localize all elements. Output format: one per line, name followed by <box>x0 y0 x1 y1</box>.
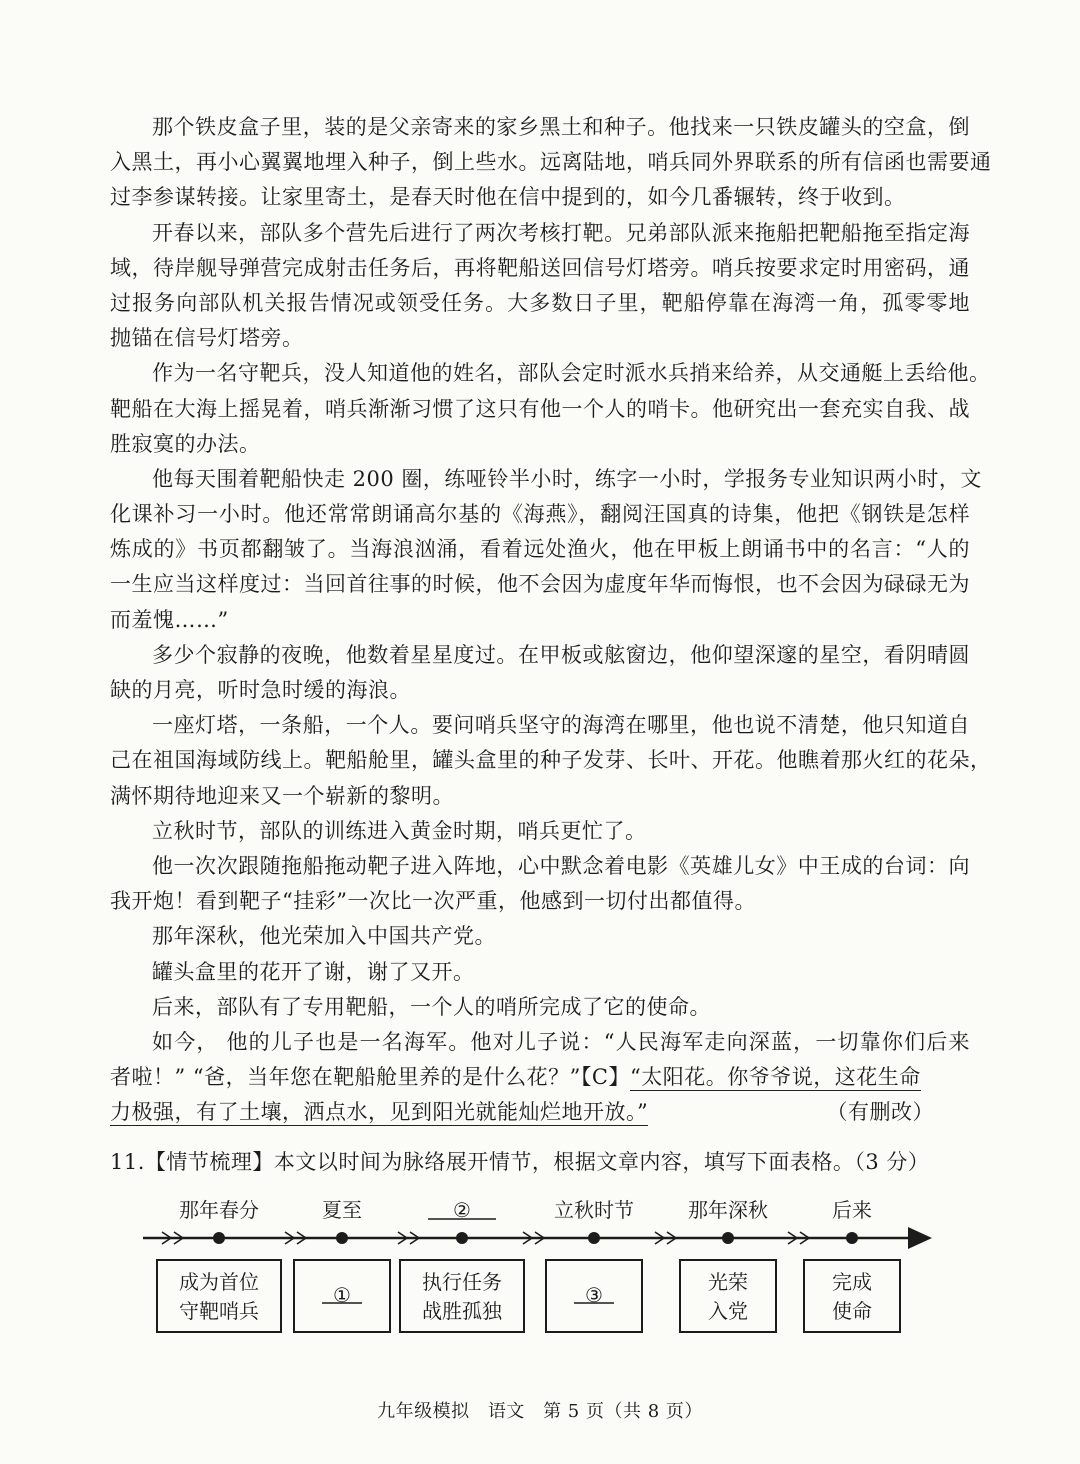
article-paragraph <box>110 110 992 216</box>
timeline-node-dot <box>722 1232 734 1244</box>
paragraph-line: 满怀期待地迎来又一个崭新的黎明。 <box>110 783 454 808</box>
source-note: （有删改） <box>826 1100 934 1125</box>
event-box-text: 守靶哨兵 <box>179 1299 259 1323</box>
timeline-arrowhead <box>908 1227 932 1249</box>
article-paragraph <box>110 708 992 814</box>
article-paragraph <box>110 638 970 708</box>
article-paragraph <box>110 356 991 462</box>
paragraph-line: 罐头盒里的花开了谢，谢了又开。 <box>152 959 475 984</box>
paragraph-line <box>110 1095 970 1130</box>
event-box-text: 执行任务 <box>422 1270 502 1294</box>
event-box-text: ③ <box>585 1283 603 1307</box>
event-box-text: 光荣 <box>708 1270 748 1294</box>
paragraph-line: 化课补习一小时。他还常常朗诵高尔基的《海燕》，翻阅汪国真的诗集，他把《钢铁是怎样 <box>110 502 970 527</box>
paragraph-line: 胜寂寞的办法。 <box>110 431 261 456</box>
paragraph-line: 过报务向部队机关报告情况或领受任务。大多数日子里，靶船停靠在海湾一角，孤零零地 <box>110 290 970 315</box>
paragraph-line: 一生应当这样度过：当回首往事的时候，他不会因为虚度年华而悔恨，也不会因为碌碌无为 <box>110 572 970 597</box>
timeline-time-label: 后来 <box>832 1198 872 1222</box>
plot-timeline-diagram <box>0 1185 1080 1365</box>
paragraph-line: 作为一名守靶兵，没人知道他的姓名，部队会定时派水兵捎来给养，从交通艇上丢给他。 <box>152 361 991 386</box>
paragraph-line: 己在祖国海域防线上。靶船舱里，罐头盒里的种子发芽、长叶、开花。他瞧着那火红的花朵， <box>110 748 992 773</box>
paragraph-line: 如今， 他的儿子也是一名海军。他对儿子说：“人民海军走向深蓝，一切靠你们后来 <box>152 1029 970 1054</box>
paragraph-line: 他一次次跟随拖船拖动靶子进入阵地，心中默念着电影《英雄儿女》中王成的台词：向 <box>152 853 970 878</box>
footer-page-number: 第 5 页（共 8 页） <box>543 1401 703 1422</box>
paragraph-line: 立秋时节，部队的训练进入黄金时期，哨兵更忙了。 <box>152 818 647 843</box>
event-box-text: 完成 <box>832 1270 872 1294</box>
timeline-time-label: 立秋时节 <box>554 1198 634 1222</box>
paragraph-line: 多少个寂静的夜晚，他数着星星度过。在甲板或舷窗边，他仰望深邃的星空，看阴晴圆 <box>152 642 970 667</box>
article-paragraph <box>110 849 970 919</box>
paragraph-line: 域，待岸舰导弹营完成射击任务后，再将靶船送回信号灯塔旁。哨兵按要求定时用密码，通 <box>110 255 970 280</box>
event-box-text: 成为首位 <box>179 1270 259 1294</box>
underlined-sentence-c: 力极强，有了土壤，洒点水，见到阳光就能灿烂地开放。” <box>110 1100 649 1125</box>
paragraph-line: 靶船在大海上摇晃着，哨兵渐渐习惯了这只有他一个人的哨卡。他研究出一套充实自我、战 <box>110 396 970 421</box>
timeline-node-dot <box>588 1232 600 1244</box>
paragraph-line: 开春以来，部队多个营先后进行了两次考核打靶。兄弟部队派来拖船把靶船拖至指定海 <box>152 220 970 245</box>
paragraph-line: 炼成的》书页都翻皱了。当海浪汹涌，看着远处渔火，他在甲板上朗诵书中的名言：“人的 <box>110 537 970 562</box>
article-paragraph <box>110 814 970 849</box>
timeline-node-dot <box>213 1232 225 1244</box>
underlined-sentence-c: “太阳花。你爷爷说，这花生命 <box>629 1065 921 1090</box>
article-paragraph <box>110 955 970 990</box>
paragraph-line: 他每天围着靶船快走 200 圈，练哑铃半小时，练字一小时，学报务专业知识两小时，文 <box>152 466 982 491</box>
paragraph-line: 一座灯塔，一条船，一个人。要问哨兵坚守的海湾在哪里，他也说不清楚，他只知道自 <box>152 713 970 738</box>
event-box-text: 使命 <box>832 1299 872 1323</box>
timeline-node-dot <box>456 1232 468 1244</box>
article-paragraph-final <box>110 1025 970 1131</box>
timeline-time-label: 那年春分 <box>179 1198 259 1222</box>
timeline-node-dot <box>336 1232 348 1244</box>
event-box-text: 战胜孤独 <box>422 1299 502 1323</box>
page-footer <box>0 1397 1080 1423</box>
paragraph-line: 入黑土，再小心翼翼地埋入种子，倒上些水。远离陆地，哨兵同外界联系的所有信函也需要通 <box>110 150 992 175</box>
article-paragraph <box>110 462 982 638</box>
article-paragraph <box>110 216 970 357</box>
paragraph-line: 抛锚在信号灯塔旁。 <box>110 326 304 351</box>
question-11: 11.【情节梳理】本文以时间为脉络展开情节，根据文章内容，填写下面表格。（3 分） <box>110 1150 930 1174</box>
article-paragraph <box>110 990 970 1025</box>
paragraph-line: 我开炮！看到靶子“挂彩”一次比一次严重，他感到一切付出都值得。 <box>110 889 756 914</box>
footer-subject: 语文 <box>487 1401 525 1422</box>
paragraph-line: 过李参谋转接。让家里寄土，是春天时他在信中提到的，如今几番辗转，终于收到。 <box>110 185 906 210</box>
timeline-time-label: 夏至 <box>322 1198 362 1222</box>
paragraph-line: 那个铁皮盒子里，装的是父亲寄来的家乡黑土和种子。他找来一只铁皮罐头的空盒，倒 <box>152 115 970 139</box>
paragraph-line: 缺的月亮，听时急时缓的海浪。 <box>110 678 411 702</box>
event-box-text: ① <box>333 1283 351 1307</box>
paragraph-line: 那年深秋，他光荣加入中国共产党。 <box>152 924 496 949</box>
event-box-text: 入党 <box>708 1299 748 1323</box>
timeline-node-dot <box>846 1232 858 1244</box>
footer-grade: 九年级模拟 <box>377 1401 470 1422</box>
paragraph-line: 而羞愧……” <box>110 607 229 632</box>
paragraph-line <box>110 1060 970 1095</box>
article-body <box>110 110 992 1130</box>
timeline-time-label: ② <box>453 1198 471 1222</box>
dialogue-text: 者啦！” “爸，当年您在靶船舱里养的是什么花？”【C】 <box>110 1065 630 1090</box>
timeline-time-label: 那年深秋 <box>688 1198 768 1222</box>
article-paragraph <box>110 919 970 954</box>
paragraph-line: 后来，部队有了专用靶船，一个人的哨所完成了它的使命。 <box>152 994 711 1019</box>
